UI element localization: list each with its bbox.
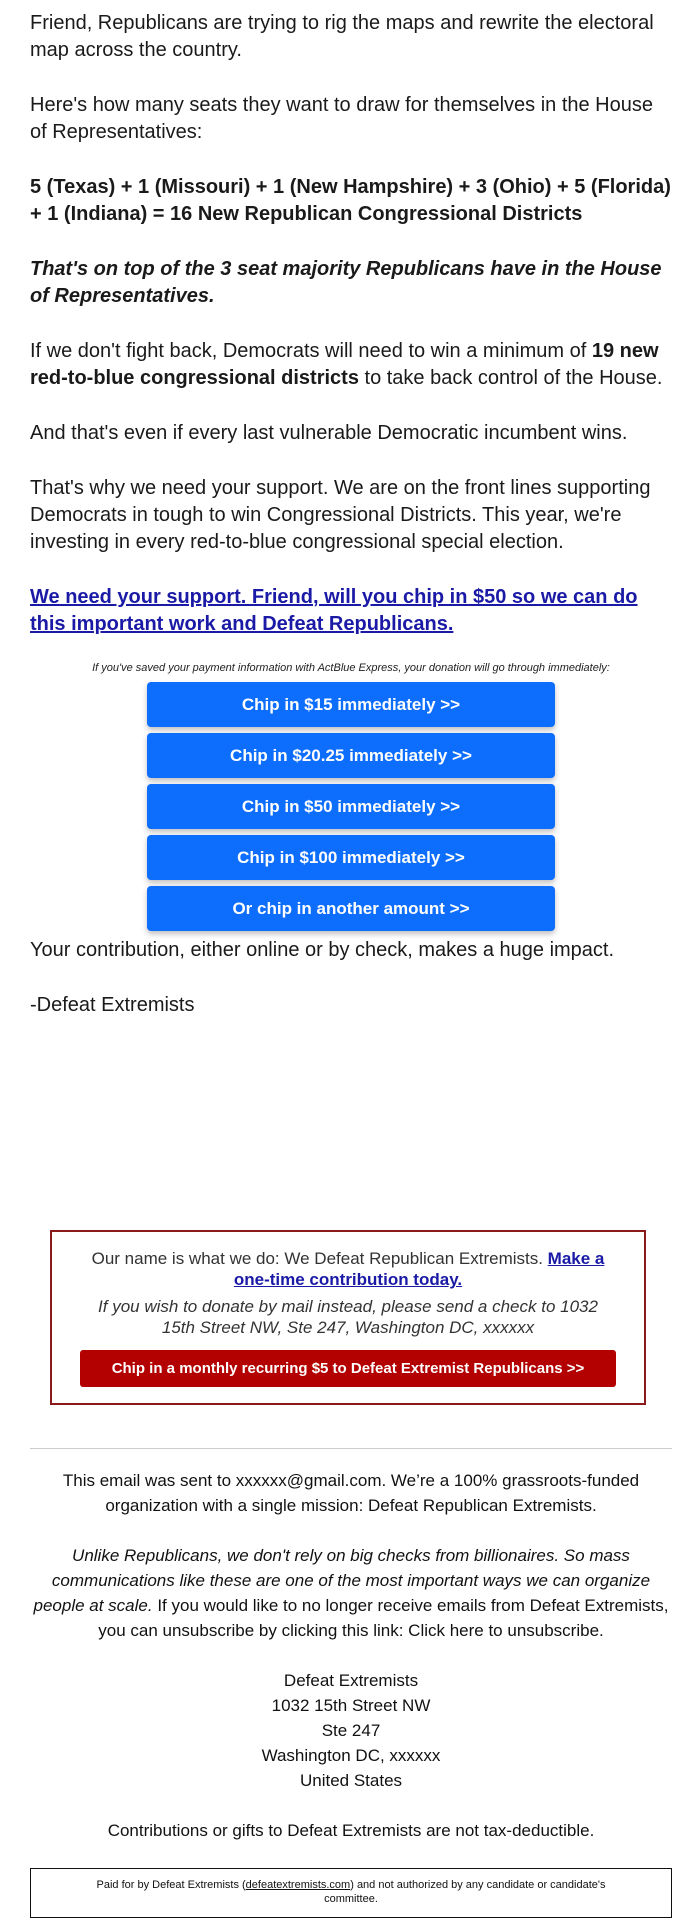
email-footer xyxy=(30,1468,672,1868)
seats-math xyxy=(30,174,672,228)
unsubscribe-text[interactable]: If you would like to no longer receive emails from Defeat Extremists, you can unsubscribe by clicking this link: Click here to unsubscribe. xyxy=(98,1596,669,1640)
unsubscribe-paragraph xyxy=(30,1543,672,1643)
contribution-note: Your contribution, either online or by check, makes a huge impact. xyxy=(30,939,615,961)
chip-20-25-button[interactable]: Chip in $20.25 immediately >> xyxy=(147,733,555,778)
actblue-express-note: If you've saved your payment information with ActBlue Express, your donation will go through immediately: xyxy=(92,662,610,674)
address-line: Ste 247 xyxy=(321,1721,381,1740)
majority-note: That's on top of the 3 seat majority Republicans have in the House of Representatives. xyxy=(30,258,662,307)
fight-back-paragraph xyxy=(30,338,672,392)
contribution-callout xyxy=(50,1230,646,1405)
monthly-recurring-button[interactable]: Chip in a monthly recurring $5 to Defeat Extremist Republicans >> xyxy=(80,1350,616,1387)
paid-for-disclaimer xyxy=(30,1868,672,1918)
chip-15-button[interactable]: Chip in $15 immediately >> xyxy=(147,682,555,727)
tax-note: Contributions or gifts to Defeat Extremists are not tax-deductible. xyxy=(107,1821,595,1840)
fight-back-before: If we don't fight back, Democrats will need to win a minimum of xyxy=(30,340,592,362)
seats-intro-paragraph: Here's how many seats they want to draw for themselves in the House of Representatives: xyxy=(30,94,653,143)
website-link[interactable]: defeatextremists.com xyxy=(245,1879,351,1891)
chip-in-50-link[interactable]: We need your support. Friend, will you chip in $50 so we can do this important work and Defeat Republicans. xyxy=(30,586,638,635)
chip-other-amount-button[interactable]: Or chip in another amount >> xyxy=(147,886,555,931)
callout-intro: Our name is what we do: We Defeat Republican Extremists. xyxy=(91,1249,548,1268)
seats-math-text: 5 (Texas) + 1 (Missouri) + 1 (New Hampshire) + 3 (Ohio) + 5 (Florida) + 1 (Indiana) = 16 New Republican Congressional Districts xyxy=(30,176,671,225)
sent-to-note: This email was sent to xxxxxx@gmail.com. We’re a 100% grassroots-funded organization with a single mission: Defeat Republican Extremists. xyxy=(62,1471,640,1515)
address-line: Washington DC, xxxxxx xyxy=(261,1746,441,1765)
mailing-address xyxy=(30,1668,672,1793)
one-time-contribution-link[interactable]: Make a one-time contribution today. xyxy=(233,1249,605,1289)
callout-text xyxy=(72,1248,624,1290)
mail-donation-note: If you wish to donate by mail instead, please send a check to 1032 15th Street NW, Ste 247, Washington DC, xxxxxx xyxy=(98,1297,598,1337)
billionaires-note: Unlike Republicans, we don't rely on big checks from billionaires. So mass communications like these are one of the most important ways we can organize people at scale. xyxy=(33,1546,651,1615)
footer-divider xyxy=(30,1448,672,1449)
signoff: -Defeat Extremists xyxy=(30,994,195,1016)
fight-back-bold: 19 new red-to-blue congressional districts xyxy=(30,340,659,389)
address-line: 1032 15th Street NW xyxy=(271,1696,431,1715)
paid-for-after: ) and not authorized by any candidate or candidate's committee. xyxy=(324,1879,606,1905)
incumbent-note: And that's even if every last vulnerable Democratic incumbent wins. xyxy=(30,422,628,444)
intro-paragraph: Friend, Republicans are trying to rig the maps and rewrite the electoral map across the country. xyxy=(30,12,654,61)
address-line: United States xyxy=(299,1771,403,1790)
chip-50-button[interactable]: Chip in $50 immediately >> xyxy=(147,784,555,829)
paid-for-before: Paid for by Defeat Extremists ( xyxy=(96,1879,246,1891)
fight-back-after: to take back control of the House. xyxy=(358,367,663,389)
donation-buttons xyxy=(147,682,555,931)
chip-100-button[interactable]: Chip in $100 immediately >> xyxy=(147,835,555,880)
address-line: Defeat Extremists xyxy=(283,1671,419,1690)
email-body xyxy=(30,10,672,1047)
cta-paragraph xyxy=(30,584,672,638)
support-paragraph: That's why we need your support. We are on the front lines supporting Democrats in tough to win Congressional Districts. This year, we're investing in every red-to-blue congressional special election. xyxy=(30,477,651,553)
